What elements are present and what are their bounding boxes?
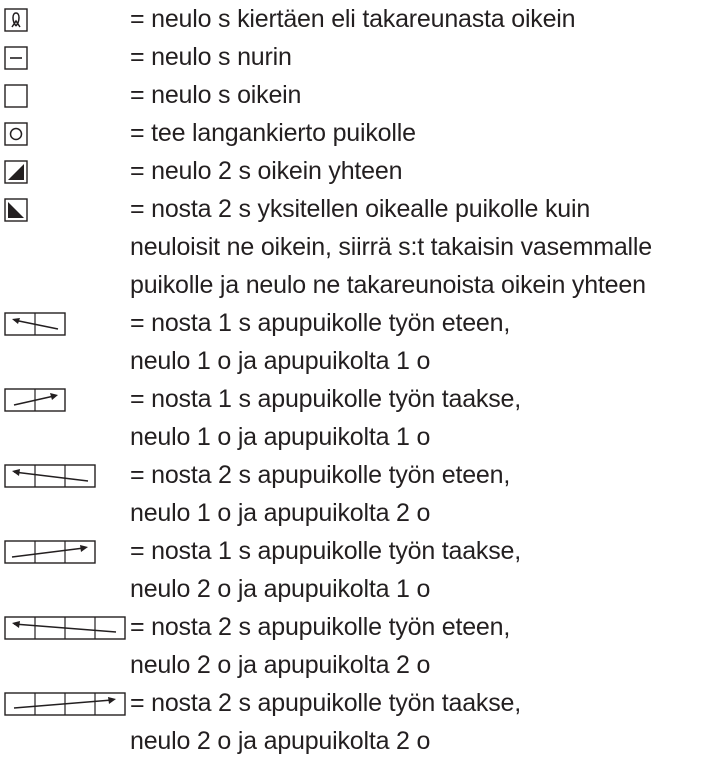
- legend-text-ssk-1: = nosta 2 s yksitellen oikealle puikolle kuin: [130, 195, 591, 223]
- cable-1-1-right-icon: [4, 388, 66, 410]
- legend-text-twisted-knit: = neulo s kiertäen eli takareunasta oikein: [130, 5, 576, 33]
- k2tog-icon: [4, 160, 28, 182]
- legend-text-cable-2-2-left-2: neulo 2 o ja apupuikolta 2 o: [130, 651, 431, 679]
- legend-text-cable-2-1-left-1: = nosta 2 s apupuikolle työn eteen,: [130, 461, 511, 489]
- legend-text-cable-1-2-right-2: neulo 2 o ja apupuikolta 1 o: [130, 575, 431, 603]
- legend-text-cable-1-2-right-1: = nosta 1 s apupuikolle työn taakse,: [130, 537, 521, 565]
- legend-text-ssk-3: puikolle ja neulo ne takareunoista oikein yhteen: [130, 271, 646, 299]
- legend-text-cable-1-1-left-2: neulo 1 o ja apupuikolta 1 o: [130, 347, 431, 375]
- legend-text-yarn-over: = tee langankierto puikolle: [130, 119, 416, 147]
- ssk-icon: [4, 198, 28, 220]
- legend-text-ssk-2: neuloisit ne oikein, siirrä s:t takaisin vasemmalle: [130, 233, 652, 261]
- legend-text-purl: = neulo s nurin: [130, 43, 292, 71]
- cable-1-1-left-icon: [4, 312, 66, 334]
- legend-text-cable-2-2-right-2: neulo 2 o ja apupuikolta 2 o: [130, 727, 431, 755]
- legend-text-cable-2-1-left-2: neulo 1 o ja apupuikolta 2 o: [130, 499, 431, 527]
- legend-text-knit: = neulo s oikein: [130, 81, 302, 109]
- legend-text-cable-2-2-right-1: = nosta 2 s apupuikolle työn taakse,: [130, 689, 521, 717]
- yarn-over-icon: [4, 122, 28, 144]
- legend-text-k2tog: = neulo 2 s oikein yhteen: [130, 157, 403, 185]
- legend-text-cable-2-2-left-1: = nosta 2 s apupuikolle työn eteen,: [130, 613, 511, 641]
- legend-text-cable-1-1-left-1: = nosta 1 s apupuikolle työn eteen,: [130, 309, 511, 337]
- purl-stitch-icon: [4, 46, 28, 68]
- legend-text-cable-1-1-right-2: neulo 1 o ja apupuikolta 1 o: [130, 423, 431, 451]
- legend-text-cable-1-1-right-1: = nosta 1 s apupuikolle työn taakse,: [130, 385, 521, 413]
- knit-stitch-icon: [4, 84, 28, 106]
- twisted-knit-stitch-icon: [4, 8, 28, 30]
- cable-2-2-left-icon: [4, 616, 126, 638]
- cable-1-2-right-icon: [4, 540, 96, 562]
- cable-2-2-right-icon: [4, 692, 126, 714]
- cable-2-1-left-icon: [4, 464, 96, 486]
